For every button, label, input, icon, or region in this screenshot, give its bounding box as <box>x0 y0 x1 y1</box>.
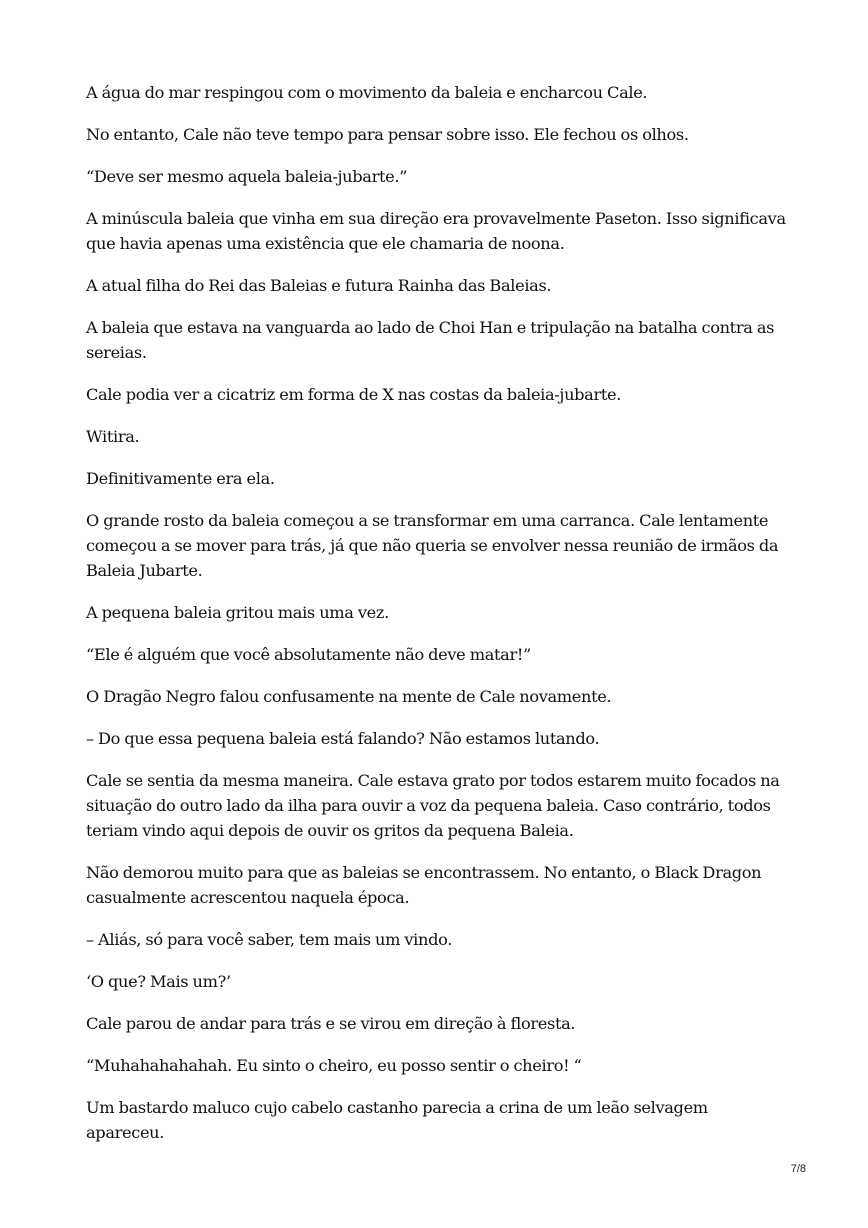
paragraph: – Do que essa pequena baleia está falando? Não estamos lutando. <box>86 729 600 748</box>
paragraph: A pequena baleia gritou mais uma vez. <box>86 603 389 622</box>
paragraph: “Muhahahahahah. Eu sinto o cheiro, eu posso sentir o cheiro! “ <box>86 1056 582 1075</box>
page-body <box>86 80 786 1162</box>
paragraph: Cale podia ver a cicatriz em forma de X nas costas da baleia-jubarte. <box>86 385 622 404</box>
paragraph: O grande rosto da baleia começou a se transformar em uma carranca. Cale lentamente começou a se mover para trás, já que não queria se envolver nessa reunião de irmãos da Baleia Jubarte. <box>86 511 779 580</box>
paragraph: A minúscula baleia que vinha em sua direção era provavelmente Paseton. Isso significava que havia apenas uma existência que ele chamaria de noona. <box>86 209 786 253</box>
paragraph: “Ele é alguém que você absolutamente não deve matar!” <box>86 645 531 664</box>
paragraph: Witira. <box>86 427 140 446</box>
paragraph: A água do mar respingou com o movimento da baleia e encharcou Cale. <box>86 83 648 102</box>
paragraph: “Deve ser mesmo aquela baleia-jubarte.” <box>86 167 408 186</box>
paragraph: Cale parou de andar para trás e se virou em direção à floresta. <box>86 1014 576 1033</box>
paragraph: Não demorou muito para que as baleias se encontrassem. No entanto, o Black Dragon casualmente acrescentou naquela época. <box>86 863 762 907</box>
paragraph: O Dragão Negro falou confusamente na mente de Cale novamente. <box>86 687 612 706</box>
page-number: 7/8 <box>790 1163 806 1175</box>
paragraph: A atual filha do Rei das Baleias e futura Rainha das Baleias. <box>86 276 552 295</box>
paragraph: A baleia que estava na vanguarda ao lado de Choi Han e tripulação na batalha contra as sereias. <box>86 318 775 362</box>
paragraph: Um bastardo maluco cujo cabelo castanho parecia a crina de um leão selvagem apareceu. <box>86 1098 708 1142</box>
paragraph: Definitivamente era ela. <box>86 469 275 488</box>
paragraph: No entanto, Cale não teve tempo para pensar sobre isso. Ele fechou os olhos. <box>86 125 689 144</box>
paragraph: ‘O que? Mais um?’ <box>86 972 231 991</box>
paragraph: – Aliás, só para você saber, tem mais um vindo. <box>86 930 453 949</box>
paragraph: Cale se sentia da mesma maneira. Cale estava grato por todos estarem muito focados na situação do outro lado da ilha para ouvir a voz da pequena baleia. Caso contrário, todos teriam vindo aqui depois de ouvir os gritos da pequena Baleia. <box>86 771 780 840</box>
